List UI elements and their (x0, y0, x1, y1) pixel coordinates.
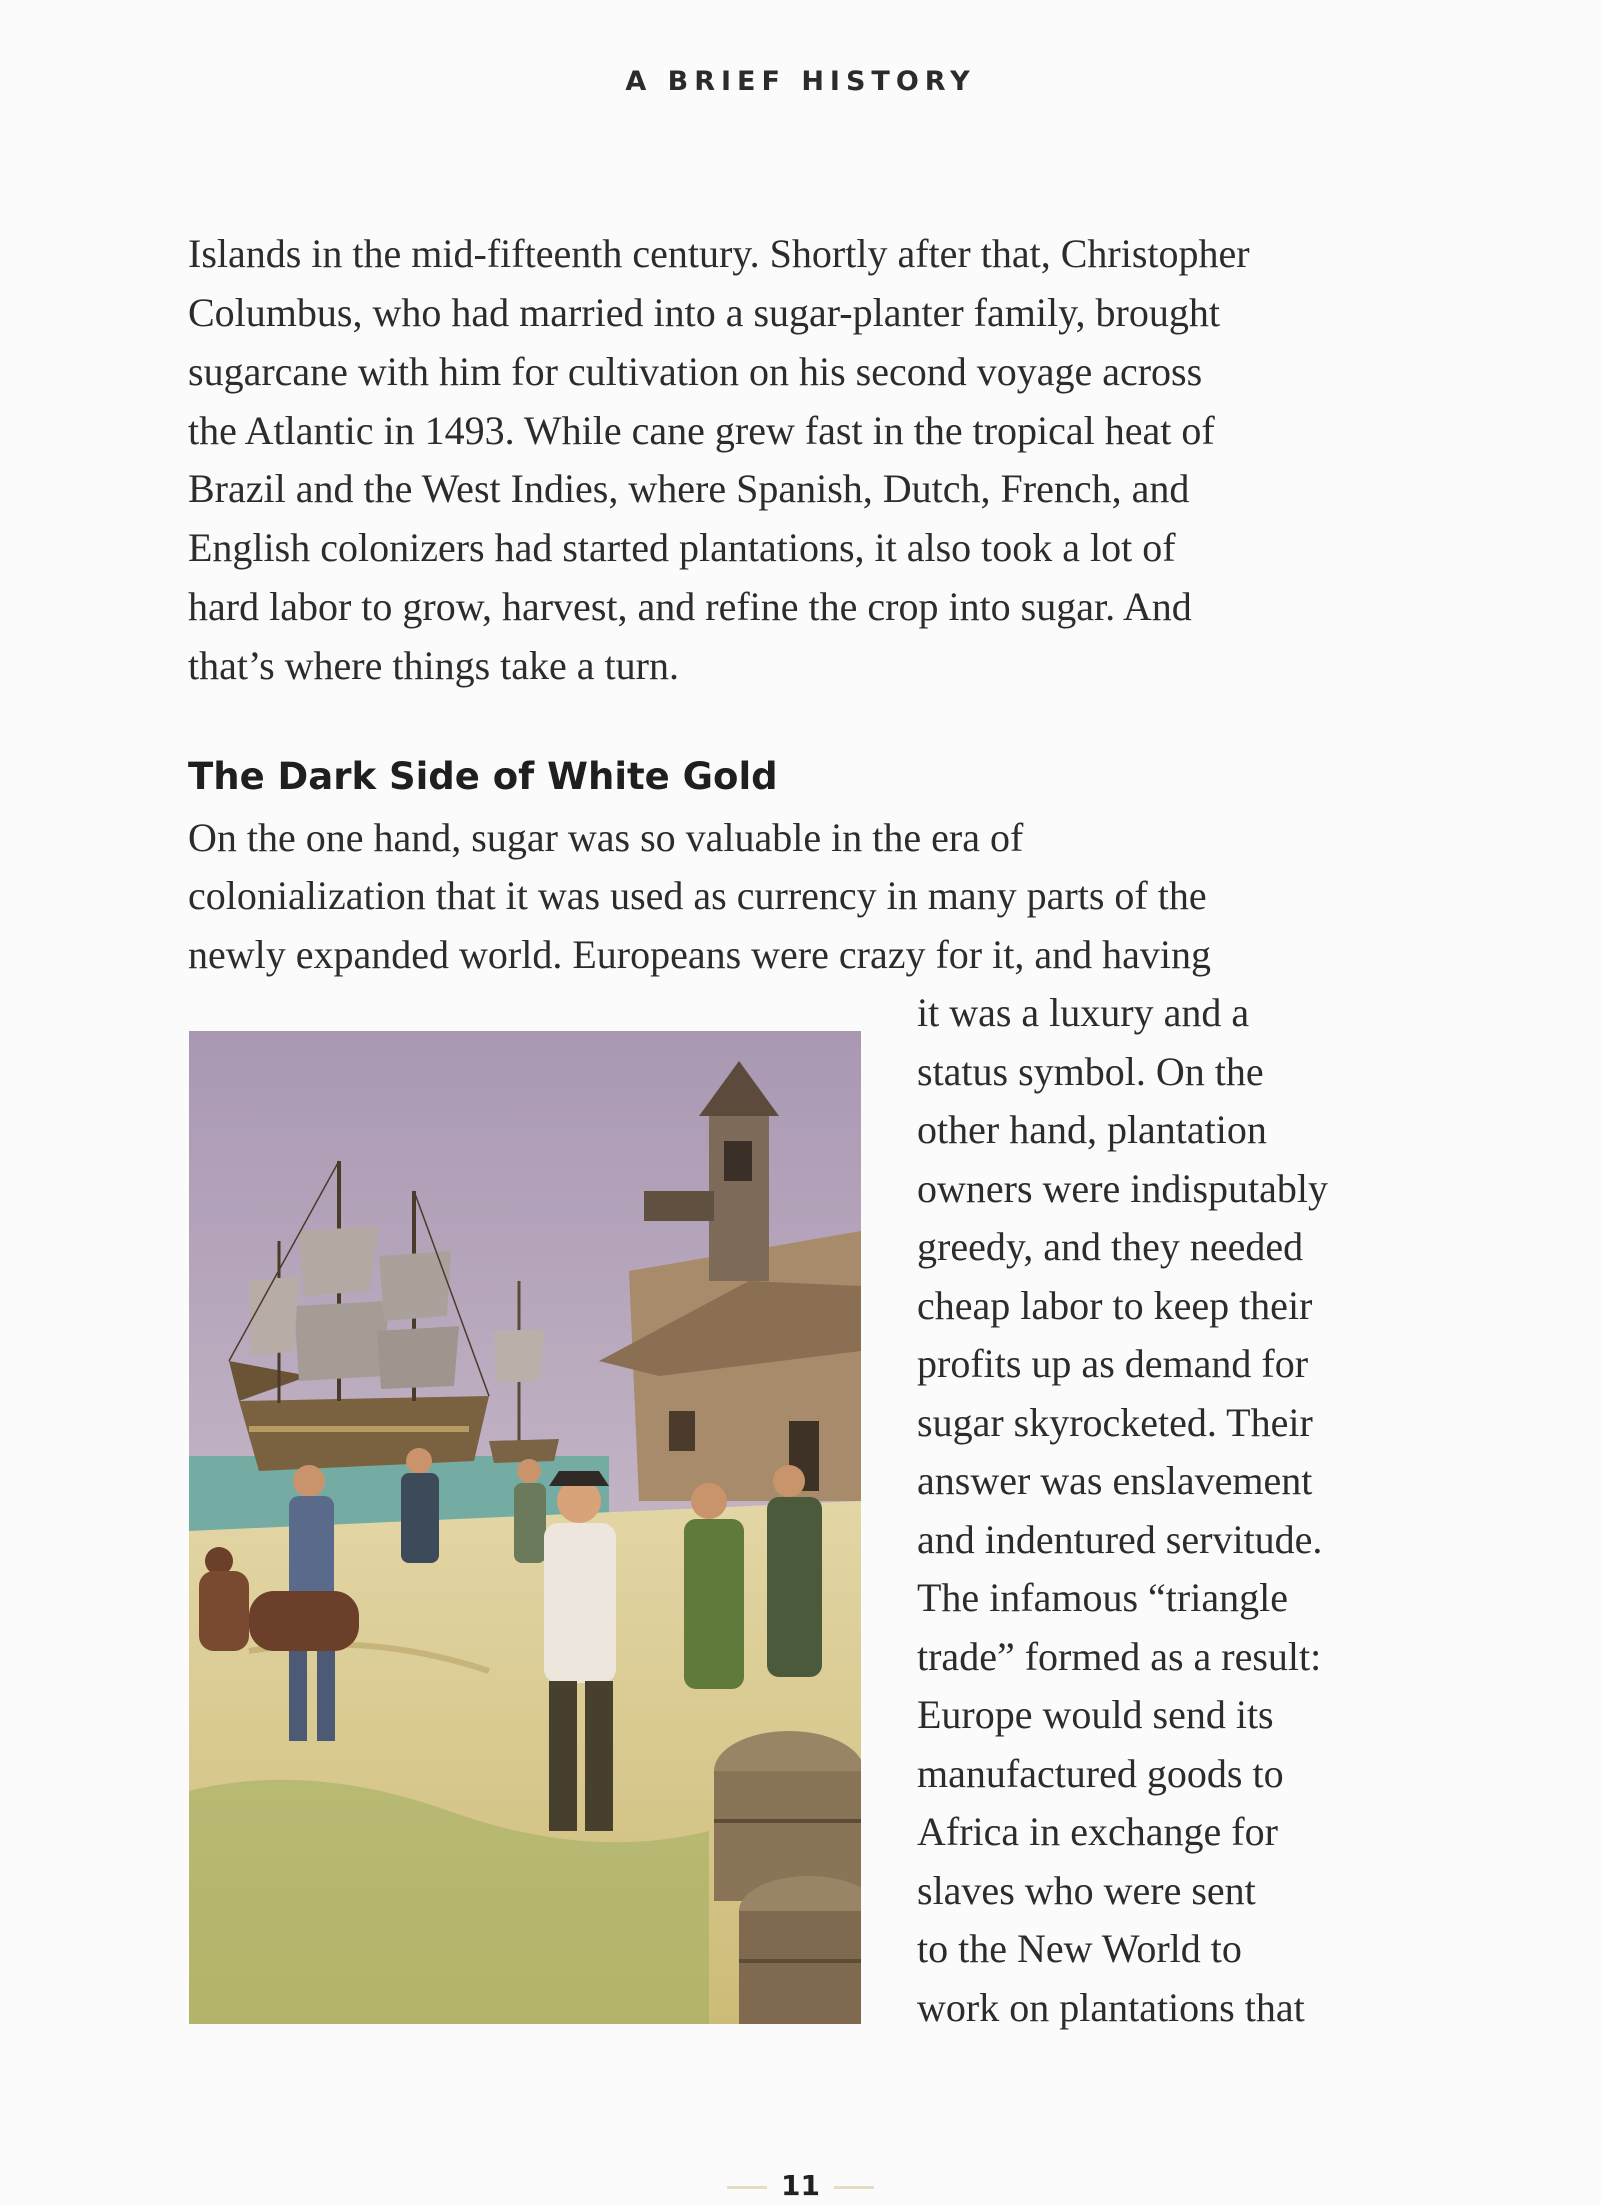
text-line: it was a luxury and a (917, 990, 1250, 1035)
text-line: status symbol. On the (917, 1049, 1264, 1094)
text-line: that’s where things take a turn. (188, 643, 679, 688)
folio-rule-left (727, 2186, 767, 2189)
text-line: manufactured goods to (917, 1751, 1284, 1796)
text-line: The infamous “triangle (917, 1575, 1288, 1620)
text-line: On the one hand, sugar was so valuable in the era of (188, 815, 1024, 860)
text-line: other hand, plantation (917, 1107, 1267, 1152)
folio-rule-right (834, 2186, 874, 2189)
text-line: sugar skyrocketed. Their (917, 1400, 1313, 1445)
text-line: Africa in exchange for (917, 1809, 1278, 1854)
text-line: greedy, and they needed (917, 1224, 1304, 1269)
text-line: trade” formed as a result: (917, 1634, 1322, 1679)
text-line: hard labor to grow, harvest, and refine the crop into sugar. And (188, 584, 1192, 629)
text-line: sugarcane with him for cultivation on his second voyage across (188, 349, 1203, 394)
text-line: profits up as demand for (917, 1341, 1309, 1386)
text-line: Brazil and the West Indies, where Spanish, Dutch, French, and (188, 466, 1190, 511)
text-line: slaves who were sent (917, 1868, 1256, 1913)
text-line: Columbus, who had married into a sugar-planter family, brought (188, 290, 1220, 335)
harbor-illustration (189, 1031, 861, 2024)
text-line: answer was enslavement (917, 1458, 1313, 1503)
section-heading: The Dark Side of White Gold (188, 755, 778, 798)
page-folio (0, 2168, 1601, 2204)
text-line: cheap labor to keep their (917, 1283, 1313, 1328)
text-line: the Atlantic in 1493. While cane grew fast in the tropical heat of (188, 408, 1215, 453)
text-line: Islands in the mid-fifteenth century. Shortly after that, Christopher (188, 231, 1250, 276)
text-line: to the New World to (917, 1926, 1242, 1971)
page-number: 11 (781, 2169, 820, 2202)
text-line: colonialization that it was used as currency in many parts of the (188, 873, 1207, 918)
running-head: A BRIEF HISTORY (625, 66, 976, 97)
harbor-scene-painting (189, 1031, 861, 2024)
text-line: newly expanded world. Europeans were crazy for it, and having (188, 932, 1211, 977)
text-line: English colonizers had started plantations, it also took a lot of (188, 525, 1176, 570)
text-line: and indentured servitude. (917, 1517, 1323, 1562)
text-line: Europe would send its (917, 1692, 1274, 1737)
text-line: work on plantations that (917, 1985, 1305, 2030)
text-line: owners were indisputably (917, 1166, 1329, 1211)
